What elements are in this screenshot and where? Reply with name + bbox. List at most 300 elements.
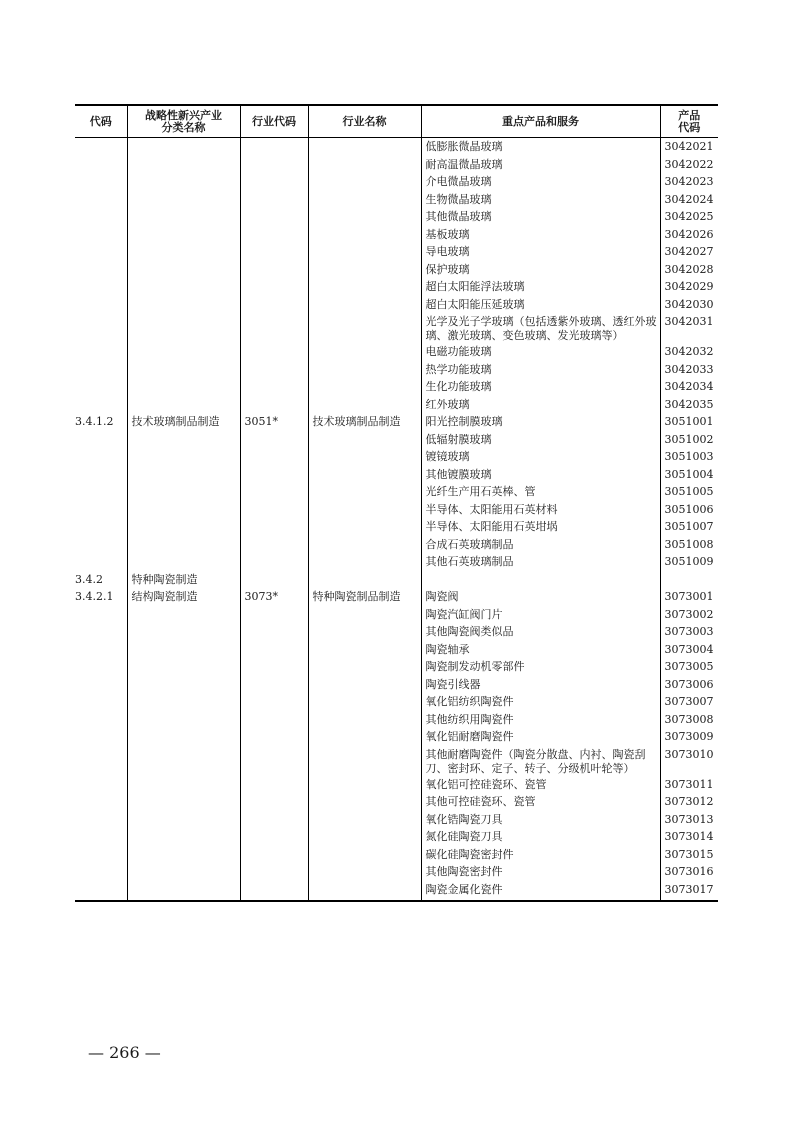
- cell-category-name: [127, 378, 240, 396]
- table-row: [75, 536, 718, 554]
- cell-industry-code: [240, 448, 308, 466]
- cell-category-name: [127, 846, 240, 864]
- cell-industry-name: [308, 226, 421, 244]
- cell-product-code: 3073013: [660, 811, 718, 829]
- table-row: [75, 641, 718, 659]
- cell-industry-code: [240, 728, 308, 746]
- cell-product-code: 3051003: [660, 448, 718, 466]
- cell-category-name: [127, 553, 240, 571]
- cell-product: 其他陶瓷阀类似品: [421, 623, 660, 641]
- cell-product-code: 3042033: [660, 361, 718, 379]
- cell-industry-code: [240, 501, 308, 519]
- cell-category-name: [127, 343, 240, 361]
- table-row: [75, 623, 718, 641]
- cell-category-name: [127, 793, 240, 811]
- cell-product: 氮化硅陶瓷刀具: [421, 828, 660, 846]
- cell-product-code: 3051004: [660, 466, 718, 484]
- header-product-code-text: 产品 代码: [678, 108, 701, 134]
- cell-product-code: 3073002: [660, 606, 718, 624]
- classification-table-container: [75, 104, 718, 902]
- cell-industry-name: [308, 746, 421, 776]
- cell-industry-name: [308, 313, 421, 343]
- table-row: [75, 173, 718, 191]
- table-row: [75, 243, 718, 261]
- cell-code: [75, 793, 127, 811]
- cell-category-name: [127, 173, 240, 191]
- cell-industry-code: [240, 846, 308, 864]
- cell-code: [75, 658, 127, 676]
- cell-industry-name: [308, 863, 421, 881]
- cell-industry-name: [308, 711, 421, 729]
- table-row: [75, 208, 718, 226]
- cell-code: [75, 623, 127, 641]
- table-row: [75, 693, 718, 711]
- cell-category-name: 结构陶瓷制造: [127, 588, 240, 606]
- cell-product-code: 3042035: [660, 396, 718, 414]
- cell-code: [75, 396, 127, 414]
- cell-industry-name: [308, 846, 421, 864]
- cell-category-name: [127, 693, 240, 711]
- cell-code: [75, 776, 127, 794]
- table-row: [75, 343, 718, 361]
- cell-industry-code: [240, 536, 308, 554]
- cell-industry-name: [308, 156, 421, 174]
- table-row: [75, 588, 718, 606]
- cell-product: 陶瓷金属化瓷件: [421, 881, 660, 902]
- cell-product: 其他石英玻璃制品: [421, 553, 660, 571]
- cell-product: 低膨胀微晶玻璃: [421, 138, 660, 156]
- cell-product: 陶瓷汽缸阀门片: [421, 606, 660, 624]
- cell-code: 3.4.2: [75, 572, 103, 586]
- cell-industry-name: [308, 296, 421, 314]
- cell-industry-code: [240, 396, 308, 414]
- header-key-products: 重点产品和服务: [421, 105, 660, 138]
- cell-industry-name: [308, 536, 421, 554]
- cell-code: [75, 881, 127, 902]
- cell-category-name: [127, 156, 240, 174]
- table-row: [75, 553, 718, 571]
- table-row: [75, 658, 718, 676]
- cell-code: [75, 828, 127, 846]
- cell-product: 基板玻璃: [421, 226, 660, 244]
- cell-code: [75, 811, 127, 829]
- cell-product-code: 3051009: [660, 553, 718, 571]
- cell-category-name: [127, 208, 240, 226]
- cell-category-name: [127, 278, 240, 296]
- table-row: [75, 466, 718, 484]
- cell-industry-code: [240, 658, 308, 676]
- cell-product: 超白太阳能压延玻璃: [421, 296, 660, 314]
- cell-category-name: [127, 728, 240, 746]
- cell-product-code: 3042028: [660, 261, 718, 279]
- cell-industry-code: [240, 278, 308, 296]
- cell-code: [75, 553, 127, 571]
- cell-product-code: 3042024: [660, 191, 718, 209]
- cell-category-name: [127, 296, 240, 314]
- cell-industry-name: [308, 776, 421, 794]
- cell-product: 镀镜玻璃: [421, 448, 660, 466]
- cell-industry-code: [240, 226, 308, 244]
- cell-product: 低辐射膜玻璃: [421, 431, 660, 449]
- cell-code: 3.4.1.2: [75, 415, 114, 428]
- cell-product-code: 3073017: [660, 881, 718, 902]
- cell-industry-code: [240, 296, 308, 314]
- cell-category-name: [127, 881, 240, 902]
- cell-industry-code: [240, 606, 308, 624]
- table-row: [75, 828, 718, 846]
- cell-code: [75, 483, 127, 501]
- cell-industry-code: [240, 138, 308, 156]
- cell-code: [75, 466, 127, 484]
- table-row: [75, 793, 718, 811]
- cell-code: [75, 296, 127, 314]
- cell-code: [75, 448, 127, 466]
- cell-category-name: [127, 863, 240, 881]
- header-category-name: [127, 105, 240, 138]
- table-row: [75, 728, 718, 746]
- cell-product: 阳光控制膜玻璃: [421, 413, 660, 431]
- cell-industry-name: 技术玻璃制品制造: [308, 413, 421, 431]
- cell-industry-name: [308, 343, 421, 361]
- cell-product: 其他可控硅瓷环、瓷管: [421, 793, 660, 811]
- cell-industry-name: [308, 378, 421, 396]
- cell-industry-name: [308, 431, 421, 449]
- cell-category-name: [127, 261, 240, 279]
- cell-code: [75, 361, 127, 379]
- cell-industry-name: [308, 793, 421, 811]
- cell-industry-code: [240, 811, 308, 829]
- cell-industry-code: [240, 553, 308, 571]
- cell-code: [75, 191, 127, 209]
- cell-industry-code: [240, 641, 308, 659]
- cell-product: 光纤生产用石英棒、管: [421, 483, 660, 501]
- cell-industry-name: [308, 728, 421, 746]
- cell-product-code: 3042025: [660, 208, 718, 226]
- table-row: [75, 296, 718, 314]
- cell-product-code: 3042021: [660, 138, 718, 156]
- cell-industry-code: [240, 711, 308, 729]
- cell-industry-code: [240, 518, 308, 536]
- cell-industry-name: [308, 828, 421, 846]
- cell-code: [75, 518, 127, 536]
- cell-code: [75, 208, 127, 226]
- cell-category-name: [127, 658, 240, 676]
- cell-industry-name: [308, 483, 421, 501]
- header-product-code: [660, 105, 718, 138]
- cell-code: [75, 693, 127, 711]
- cell-industry-code: [240, 243, 308, 261]
- table-row: [75, 448, 718, 466]
- cell-industry-name: [308, 658, 421, 676]
- cell-product-code: 3051001: [660, 413, 718, 431]
- cell-code: [75, 156, 127, 174]
- cell-category-name: [127, 641, 240, 659]
- cell-product-code: 3042030: [660, 296, 718, 314]
- header-industry-code: 行业代码: [240, 105, 308, 138]
- cell-code: [75, 501, 127, 519]
- cell-industry-code: [240, 863, 308, 881]
- cell-product: 陶瓷引线器: [421, 676, 660, 694]
- cell-product-code: 3073011: [660, 776, 718, 794]
- cell-product: [421, 571, 660, 589]
- cell-product: 半导体、太阳能用石英材料: [421, 501, 660, 519]
- cell-industry-name: [308, 261, 421, 279]
- cell-product: 合成石英玻璃制品: [421, 536, 660, 554]
- cell-industry-name: [308, 243, 421, 261]
- table-row: [75, 571, 718, 589]
- cell-industry-code: [240, 623, 308, 641]
- table-row: [75, 501, 718, 519]
- cell-industry-code: [240, 343, 308, 361]
- cell-product: 其他纺织用陶瓷件: [421, 711, 660, 729]
- cell-product: 电磁功能玻璃: [421, 343, 660, 361]
- cell-industry-name: 特种陶瓷制品制造: [308, 588, 421, 606]
- cell-product: 其他镀膜玻璃: [421, 466, 660, 484]
- table-row: [75, 361, 718, 379]
- table-row: [75, 518, 718, 536]
- cell-product: 其他耐磨陶瓷件（陶瓷分散盘、内衬、陶瓷刮刀、密封环、定子、转子、分级机叶轮等）: [421, 746, 660, 776]
- cell-product-code: 3051002: [660, 431, 718, 449]
- cell-code: [75, 173, 127, 191]
- table-row: [75, 483, 718, 501]
- cell-industry-code: [240, 483, 308, 501]
- cell-industry-code: [240, 378, 308, 396]
- cell-code: [75, 711, 127, 729]
- table-row: [75, 776, 718, 794]
- table-row: [75, 846, 718, 864]
- cell-product-code: 3073003: [660, 623, 718, 641]
- cell-industry-code: [240, 793, 308, 811]
- cell-category-name: [127, 711, 240, 729]
- cell-category-name: [127, 191, 240, 209]
- cell-category-name: [127, 776, 240, 794]
- cell-product-code: 3042034: [660, 378, 718, 396]
- cell-industry-name: [308, 361, 421, 379]
- cell-industry-name: [308, 208, 421, 226]
- table-row: [75, 313, 718, 343]
- table-row: [75, 226, 718, 244]
- cell-product: 热学功能玻璃: [421, 361, 660, 379]
- cell-category-name: [127, 518, 240, 536]
- cell-product-code: [660, 571, 718, 589]
- cell-category-name: [127, 313, 240, 343]
- cell-category-name: [127, 138, 240, 156]
- cell-industry-name: [308, 396, 421, 414]
- cell-category-name: [127, 623, 240, 641]
- cell-product-code: 3073007: [660, 693, 718, 711]
- table-row: [75, 278, 718, 296]
- cell-category-name: [127, 226, 240, 244]
- cell-code: [75, 343, 127, 361]
- cell-code: [75, 606, 127, 624]
- cell-product: 其他陶瓷密封件: [421, 863, 660, 881]
- table-row: [75, 378, 718, 396]
- cell-category-name: [127, 606, 240, 624]
- cell-product: 红外玻璃: [421, 396, 660, 414]
- cell-industry-name: [308, 606, 421, 624]
- cell-product-code: 3051007: [660, 518, 718, 536]
- cell-product-code: 3073005: [660, 658, 718, 676]
- cell-code: [75, 431, 127, 449]
- cell-category-name: [127, 501, 240, 519]
- table-row: [75, 396, 718, 414]
- cell-category-name: [127, 483, 240, 501]
- cell-industry-code: [240, 828, 308, 846]
- cell-industry-name: [308, 676, 421, 694]
- cell-category-name: [127, 466, 240, 484]
- cell-product-code: 3042027: [660, 243, 718, 261]
- cell-industry-name: [308, 811, 421, 829]
- cell-product: 半导体、太阳能用石英坩埚: [421, 518, 660, 536]
- cell-product-code: 3042022: [660, 156, 718, 174]
- cell-code: [75, 378, 127, 396]
- header-industry-name: 行业名称: [308, 105, 421, 138]
- cell-product: 氧化铝可控硅瓷环、瓷管: [421, 776, 660, 794]
- cell-product-code: 3042023: [660, 173, 718, 191]
- table-row: [75, 711, 718, 729]
- cell-product: 导电玻璃: [421, 243, 660, 261]
- cell-code: [75, 278, 127, 296]
- header-category-name-text: 战略性新兴产业 分类名称: [145, 108, 222, 134]
- cell-industry-name: [308, 571, 421, 589]
- cell-product-code: 3073008: [660, 711, 718, 729]
- cell-product: 生化功能玻璃: [421, 378, 660, 396]
- cell-industry-name: [308, 501, 421, 519]
- cell-product: 碳化硅陶瓷密封件: [421, 846, 660, 864]
- cell-code: [75, 676, 127, 694]
- cell-product-code: 3073012: [660, 793, 718, 811]
- cell-industry-name: [308, 173, 421, 191]
- cell-product-code: 3073001: [660, 588, 718, 606]
- cell-product-code: 3073015: [660, 846, 718, 864]
- cell-code: [75, 138, 127, 156]
- cell-category-name: 技术玻璃制品制造: [127, 413, 240, 431]
- cell-code: [75, 846, 127, 864]
- cell-category-name: [127, 811, 240, 829]
- cell-industry-name: [308, 693, 421, 711]
- cell-product: 介电微晶玻璃: [421, 173, 660, 191]
- cell-product: 耐高温微晶玻璃: [421, 156, 660, 174]
- cell-product-code: 3042026: [660, 226, 718, 244]
- cell-product-code: 3042032: [660, 343, 718, 361]
- table-header-row: [75, 105, 718, 138]
- cell-product-code: 3073014: [660, 828, 718, 846]
- cell-industry-code: [240, 466, 308, 484]
- table-row: [75, 881, 718, 902]
- cell-product: 氧化锆陶瓷刀具: [421, 811, 660, 829]
- cell-industry-code: [240, 208, 308, 226]
- cell-industry-code: [240, 173, 308, 191]
- cell-category-name: [127, 676, 240, 694]
- cell-category-name: [127, 431, 240, 449]
- cell-industry-code: [240, 676, 308, 694]
- cell-product-code: 3073016: [660, 863, 718, 881]
- cell-product: 生物微晶玻璃: [421, 191, 660, 209]
- cell-product: 氧化铝纺织陶瓷件: [421, 693, 660, 711]
- cell-product: 超白太阳能浮法玻璃: [421, 278, 660, 296]
- cell-code: 3.4.2.1: [75, 590, 114, 603]
- cell-industry-code: [240, 313, 308, 343]
- cell-product: 氧化铝耐磨陶瓷件: [421, 728, 660, 746]
- cell-product: 保护玻璃: [421, 261, 660, 279]
- cell-product-code: 3073006: [660, 676, 718, 694]
- cell-category-name: [127, 536, 240, 554]
- cell-industry-name: [308, 623, 421, 641]
- cell-industry-code: [240, 431, 308, 449]
- cell-product: 其他微晶玻璃: [421, 208, 660, 226]
- table-row: [75, 191, 718, 209]
- cell-category-name: [127, 828, 240, 846]
- cell-industry-name: [308, 641, 421, 659]
- cell-product: 陶瓷制发动机零部件: [421, 658, 660, 676]
- cell-code: [75, 641, 127, 659]
- cell-industry-name: [308, 518, 421, 536]
- table-row: [75, 138, 718, 156]
- classification-table: [75, 104, 718, 902]
- cell-industry-name: [308, 138, 421, 156]
- table-row: [75, 606, 718, 624]
- table-row: [75, 156, 718, 174]
- cell-product-code: 3073004: [660, 641, 718, 659]
- cell-industry-code: [240, 261, 308, 279]
- page-number: — 266 —: [88, 1043, 161, 1062]
- cell-industry-code: [240, 776, 308, 794]
- cell-category-name: [127, 243, 240, 261]
- table-row: [75, 261, 718, 279]
- cell-category-name: [127, 746, 240, 776]
- cell-product-code: 3073010: [660, 746, 718, 776]
- cell-product-code: 3042031: [660, 313, 718, 343]
- cell-industry-code: [240, 881, 308, 902]
- header-code: 代码: [75, 105, 127, 138]
- cell-code: [75, 313, 127, 343]
- table-row: [75, 413, 718, 431]
- cell-category-name: [127, 396, 240, 414]
- table-row: [75, 746, 718, 776]
- cell-code: [75, 728, 127, 746]
- cell-industry-code: 3073*: [240, 588, 308, 606]
- cell-industry-name: [308, 278, 421, 296]
- cell-industry-name: [308, 466, 421, 484]
- cell-industry-name: [308, 191, 421, 209]
- table-row: [75, 431, 718, 449]
- table-row: [75, 811, 718, 829]
- cell-code: [75, 746, 127, 776]
- cell-industry-code: [240, 693, 308, 711]
- table-body: [75, 138, 718, 902]
- table-row: [75, 676, 718, 694]
- cell-product: 陶瓷阀: [421, 588, 660, 606]
- cell-industry-code: [240, 571, 308, 589]
- cell-code: [75, 226, 127, 244]
- cell-code: [75, 261, 127, 279]
- cell-industry-code: [240, 361, 308, 379]
- cell-industry-code: 3051*: [240, 413, 308, 431]
- cell-category-name: [127, 361, 240, 379]
- cell-product: 光学及光子学玻璃（包括透紫外玻璃、透红外玻璃、激光玻璃、变色玻璃、发光玻璃等）: [421, 313, 660, 343]
- cell-industry-code: [240, 156, 308, 174]
- cell-category-name: [127, 448, 240, 466]
- cell-product-code: 3073009: [660, 728, 718, 746]
- cell-industry-code: [240, 191, 308, 209]
- cell-code: [75, 863, 127, 881]
- cell-product-code: 3051005: [660, 483, 718, 501]
- cell-industry-code: [240, 746, 308, 776]
- cell-code: [75, 536, 127, 554]
- cell-category-name: 特种陶瓷制造: [127, 571, 240, 589]
- cell-industry-name: [308, 553, 421, 571]
- cell-product-code: 3042029: [660, 278, 718, 296]
